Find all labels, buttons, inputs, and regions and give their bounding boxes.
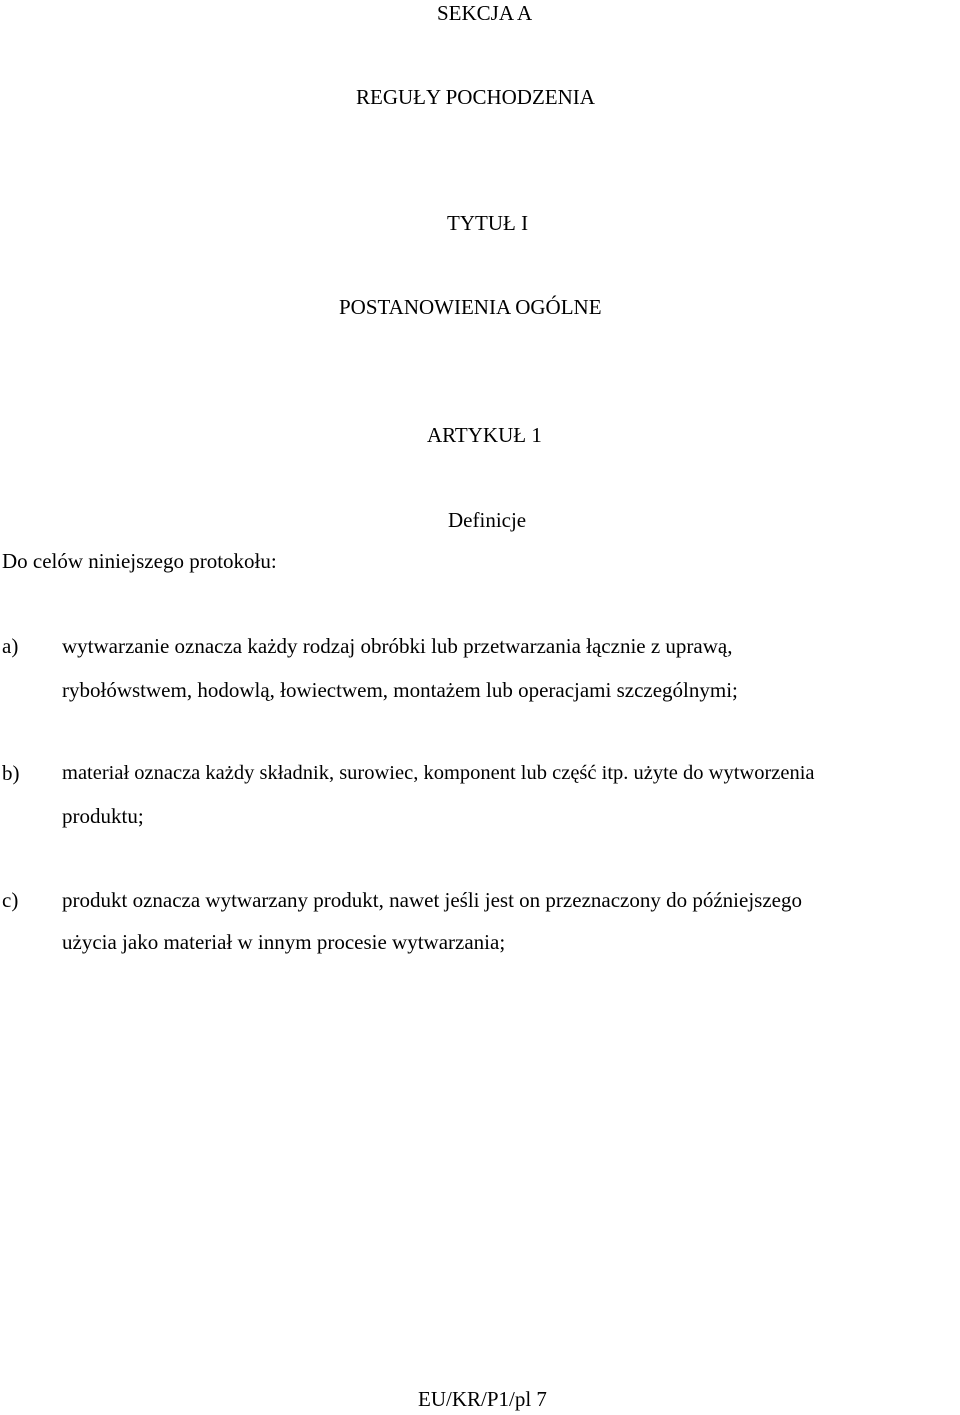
definition-text-line: rybołówstwem, hodowlą, łowiectwem, montażem lub operacjami szczególnymi; <box>62 678 738 702</box>
definition-text-line: produktu; <box>62 804 144 828</box>
definition-label: a) <box>2 634 19 658</box>
definition-text-line: użycia jako materiał w innym procesie wytwarzania; <box>62 930 506 954</box>
page-footer: EU/KR/P1/pl 7 <box>418 1387 547 1411</box>
article-title: Definicje <box>448 508 527 532</box>
part-title: POSTANOWIENIA OGÓLNE <box>339 295 602 319</box>
definition-label: c) <box>2 888 19 912</box>
definition-text-line: materiał oznacza każdy składnik, surowiec, komponent lub część itp. użyte do wytworzenia <box>62 762 815 784</box>
intro-text: Do celów niniejszego protokołu: <box>2 549 277 573</box>
definition-text-line: produkt oznacza wytwarzany produkt, nawet jeśli jest on przeznaczony do późniejszego <box>62 888 802 912</box>
part-heading: TYTUŁ I <box>447 211 529 235</box>
definition-label: b) <box>2 761 20 785</box>
definition-text-line: wytwarzanie oznacza każdy rodzaj obróbki lub przetwarzania łącznie z uprawą, <box>62 634 733 658</box>
section-heading: SEKCJA A <box>437 1 533 25</box>
article-heading: ARTYKUŁ 1 <box>427 423 542 447</box>
document-title: REGUŁY POCHODZENIA <box>356 85 595 109</box>
